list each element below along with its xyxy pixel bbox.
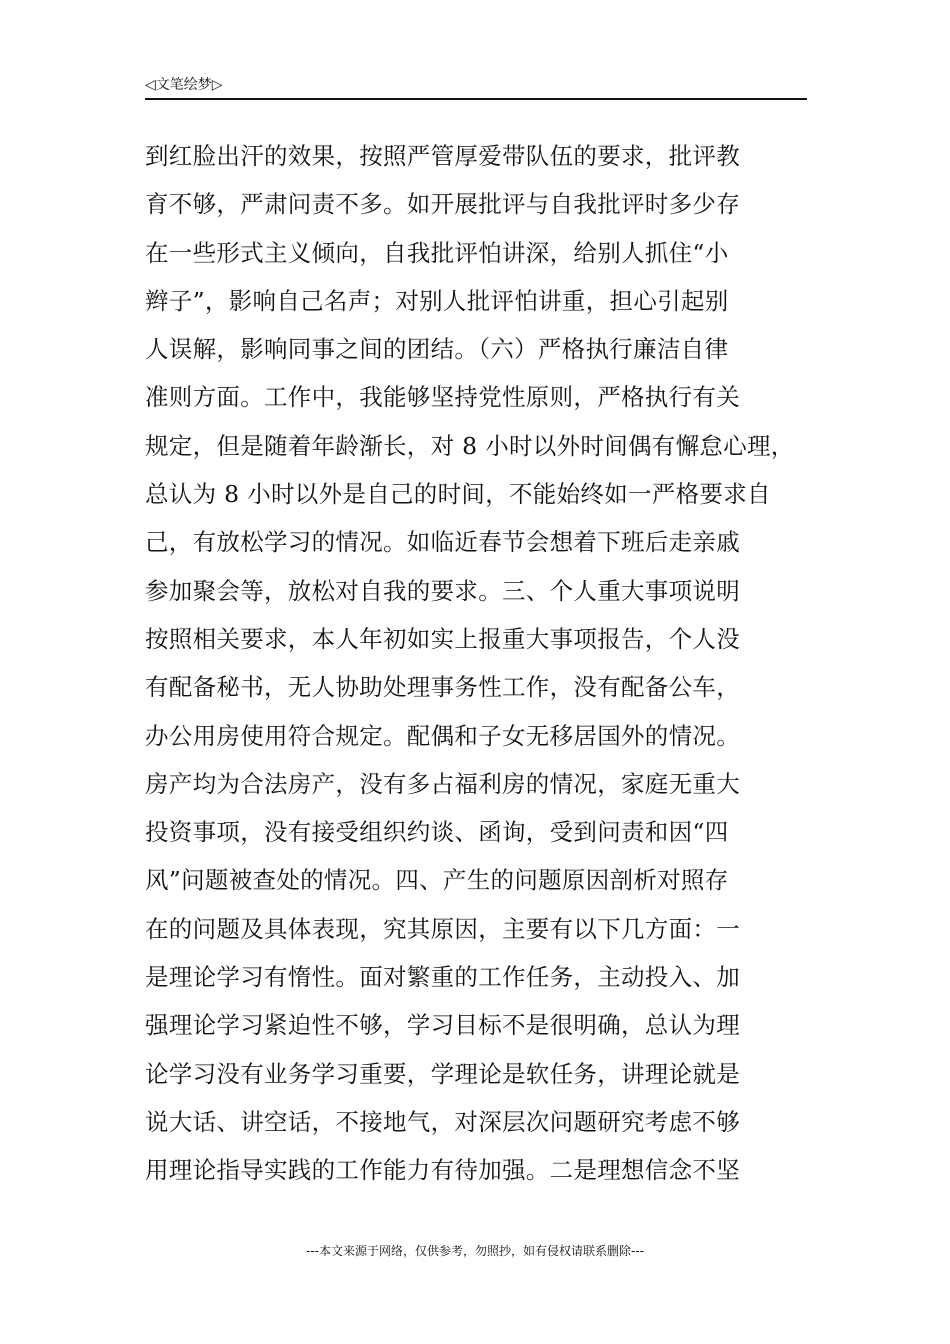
body-line: 育不够，严肃问责不多。如开展批评与自我批评时多少存 [145,190,740,219]
body-line: 投资事项，没有接受组织约谈、函询，受到问责和因“四 [145,818,729,847]
body-line: 人误解，影响同事之间的团结。（六）严格执行廉洁自律 [145,335,729,364]
body-line: 办公用房使用符合规定。配偶和子女无移居国外的情况。 [145,721,740,750]
body-line: 辫子”，影响自己名声；对别人批评怕讲重，担心引起别 [145,286,729,315]
body-line: 在一些形式主义倾向，自我批评怕讲深，给别人抓住“小 [145,238,729,267]
body-line: 己，有放松学习的情况。如临近春节会想着下班后走亲戚 [145,528,740,557]
body-line: 规定，但是随着年龄渐长，对 8 小时以外时间偶有懈怠心理， [145,431,795,460]
header-title: ◁文笔绘梦▷ [145,77,223,93]
body-line: 房产均为合法房产，没有多占福利房的情况，家庭无重大 [145,769,740,798]
body-line: 用理论指导实践的工作能力有待加强。二是理想信念不坚 [145,1156,740,1185]
body-line: 在的问题及具体表现，究其原因，主要有以下几方面：一 [145,914,740,943]
body-line: 论学习没有业务学习重要，学理论是软任务，讲理论就是 [145,1059,740,1088]
body-line: 是理论学习有惰性。面对繁重的工作任务，主动投入、加 [145,963,740,992]
body-line: 风”问题被查处的情况。四、产生的问题原因剖析对照存 [145,866,729,895]
body-line: 准则方面。工作中，我能够坚持党性原则，严格执行有关 [145,383,740,412]
body-line: 到红脸出汗的效果，按照严管厚爱带队伍的要求，批评教 [145,142,740,170]
body-line: 有配备秘书，无人协助处理事务性工作，没有配备公车， [145,673,740,702]
body-line: 强理论学习紧迫性不够，学习目标不是很明确，总认为理 [145,1011,740,1040]
document-body [145,132,845,1195]
body-line: 参加聚会等，放松对自我的要求。三、个人重大事项说明 [145,576,740,605]
page-header [145,74,807,100]
body-line: 说大话、讲空话，不接地气，对深层次问题研究考虑不够 [145,1107,740,1136]
body-line: 按照相关要求，本人年初如实上报重大事项报告，个人没 [145,624,740,653]
page-footer: ---本文来源于网络，仅供参考，勿照抄，如有侵权请联系删除--- [306,1244,644,1258]
body-line: 总认为 8 小时以外是自己的时间，不能始终如一严格要求自 [145,480,771,509]
